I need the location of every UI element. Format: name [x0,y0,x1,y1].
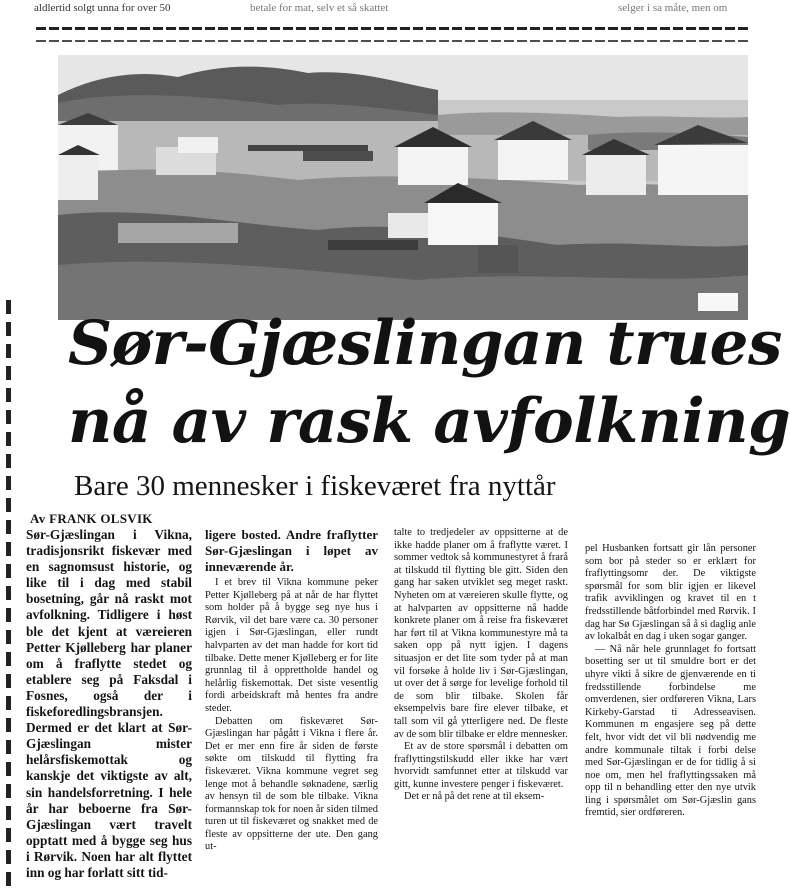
column-3-paragraph-2: Et av de store spørsmål i debatten om fraflyttingstilskudd eller ikke har vært hvorvidt samfunnet etter at tilskudd var gitt, kunne investere penger i fiskeværet. [394,741,568,790]
article-column-2 [205,527,378,869]
article-column-4 [585,543,756,885]
cut-off-text-top-left: aldlertid solgt unna for over 50 [34,2,171,14]
column-4-paragraph-1: pel Husbanken fortsatt gir lån personer som bor på steder so er erklært for fraflyttingsomr der. De viktigste spørsmål for som blir igjen er likevel trafik avviklingen og kravet til en t fredsstillende båtforbindel med Rørvik. I dag har Sø Gjæslingan så å si daglig anle av lokalbåt en dag i uken sogar ganger. [585,543,756,643]
dashed-rule-left-margin [6,300,11,890]
fishing-village-photo [58,55,748,320]
subheading: Bare 30 mennesker i fiskeværet fra nyttår [74,470,556,502]
headline-line-1: Sør-Gjæslingan trues [68,308,782,379]
article-column-1 [26,527,192,880]
headline [68,305,790,461]
column-2-paragraph-1: ligere bosted. Andre fraflytter Sør-Gjæslingan i løpet av inneværende år. [205,527,378,574]
column-2-paragraph-2: I et brev til Vikna kommune peker Petter Kjølleberg på at når de har flyttet som holder på å bygge seg nye hus i Rørvik, vil det bare være ca. 30 personer igjen i Sør-Gjæslingan, eller rundt halvparten av det man hadde for kort tid tilbake. Dette mener Kjølleberg er for lite grunnlag til å opprettholde handel og helårlig fiskemottak. Det siste vesentlig fordi arbeidskraft må hentes fra andre steder. [205,577,378,714]
cut-off-text-top-middle: betale for mat, selv et så skattet [250,2,389,14]
byline: Av FRANK OLSVIK [30,511,153,526]
dashed-rule-lower [36,40,750,42]
dashed-rule-upper [36,27,750,30]
cut-off-text-top-right: selger i sa måte, men om [618,2,728,14]
headline-line-2: nå av rask avfolkning [68,386,790,457]
column-2-paragraph-3: Debatten om fiskeværet Sør-Gjæslingan har pågått i Vikna i flere år. Det er mer enn fire år siden de første søkte om tilskudd til flytting fra fiskeværet. Vikna kommune vegret seg lenge mot å behandle søknadene, særlig av hensyn til de som ble tilbake. Vikna formannskap tok for noen år siden tilmed turen ut til fiskeværet og snakket med de fleste av oppsitterne der ute. Den gang ut- [205,715,378,853]
article-column-3 [394,527,568,869]
column-4-paragraph-2: — Nå når hele grunnlaget fo fortsatt bosetting ser ut til smuldre bort er det uhyre vikti å sikre de gjenværende en ti fredsstillende forbindelse me omverdenen, sier ordføreren Vikna, Lars Kirkeby-Garstad ti Adresseavisen. Kommunen m engasjere seg på dette felt, hvor vidt det vil bli nødvendig me andre kommunale tiltak i forbi delse med Sør-Gjæslingan er de for tidlig å si noe om, men hel fraflyttingssaken må opp til n behandling etter den nye utvik ling i spørsmålet om Sør-Gjæslin gans fremtid, sier ordføreren. [585,643,756,819]
column-3-paragraph-1: talte to tredjedeler av oppsitterne at de ikke hadde planer om å fraflytte været. I sommer vedtok så kommunestyret å frarå at tilskudd til flytting ble gitt. Siden den gang har saken utviklet seg meget raskt. Nyheten om at væreieren skulle flytte, og at halvparten av oppsitterne nå hadde konkrete planer om å reise fra fiskeværet har ført til at Vikna kommunestyre må ta saken opp på nytt igjen. I dagens situasjon er det lite som tyder på at man vil forsøke å holde liv i Sør-Gjæslingan, ut over det å sørge for levelige forhold til de som blir tilbake. Skolen får eksempelvis bare fire elever tilbake, et tall som vil gå ytterligere ned. De fleste av de som blir tilbake er eldre mennesker. [394,527,568,740]
fishing-village-photo-illustration [58,55,748,320]
column-3-paragraph-3: Det er nå på det rene at til eksem- [404,791,545,803]
column-1-paragraph-1: Sør-Gjæslingan i Vikna, tradisjonsrikt fiskevær med en sagnomsust historie, og like til i dag med stabil bosetning, går nå raskt mot avfolkning. Tidligere i høst ble det kjent at væreieren Petter Kjølleberg har planer om å fraflytte stedet og etablere seg på Faksdal i Fosnes, også der i fiskeforedlingsbransjen. Dermed er det klart at Sør-Gjæslingan mister helårsfiskemottak og kanskje det viktigste av alt, sin handelsforretning. I hele år har beboerne fra Sør-Gjæslingan vært travelt opptatt med å bygge seg hus i Rørvik. Noen har alt flyttet inn og har forlatt sitt tid- [26,527,192,880]
